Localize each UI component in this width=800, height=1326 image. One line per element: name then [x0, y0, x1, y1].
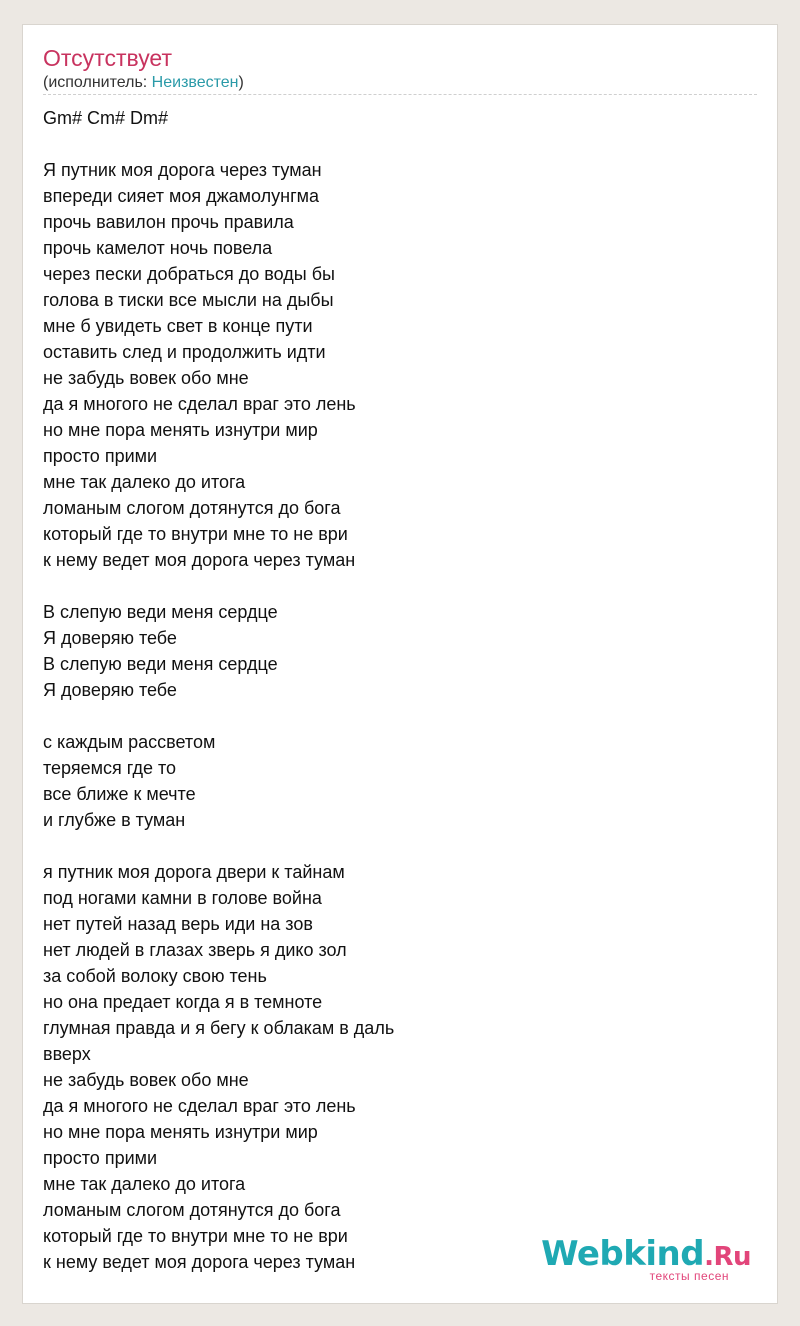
lyric-line: который где то внутри мне то не ври [43, 1226, 348, 1246]
lyric-line: но мне пора менять изнутри мир [43, 420, 318, 440]
lyric-line: мне б увидеть свет в конце пути [43, 316, 313, 336]
song-title: Отсутствует [43, 45, 172, 71]
lyric-line: я путник моя дорога двери к тайнам [43, 862, 345, 882]
lyric-line: за собой волоку свою тень [43, 966, 267, 986]
lyric-line: вверх [43, 1044, 91, 1064]
lyric-line: ломаным слогом дотянутся до бога [43, 498, 341, 518]
lyric-line: ломаным слогом дотянутся до бога [43, 1200, 341, 1220]
lyric-line: Я доверяю тебе [43, 628, 177, 648]
stanza-gap [43, 833, 753, 859]
lyrics-text [43, 105, 753, 1275]
lyric-line: к нему ведет моя дорога через туман [43, 1252, 356, 1272]
chords-line: Gm# Cm# Dm# [43, 108, 169, 128]
lyric-line: оставить след и продолжить идти [43, 342, 326, 362]
lyrics-page [22, 24, 778, 1304]
lyric-line: и глубже в туман [43, 810, 186, 830]
lyric-line: к нему ведет моя дорога через туман [43, 550, 356, 570]
lyric-line: да я многого не сделал враг это лень [43, 394, 356, 414]
artist-line [43, 73, 244, 93]
logo-tagline: тексты песен [649, 1269, 729, 1283]
lyric-line: В слепую веди меня сердце [43, 602, 278, 622]
logo-tld: .Ru [704, 1242, 751, 1272]
lyric-line: глумная правда и я бегу к облакам в даль [43, 1018, 395, 1038]
stanza-gap [43, 703, 753, 729]
lyric-line: все ближе к мечте [43, 784, 196, 804]
lyric-line: мне так далеко до итога [43, 472, 246, 492]
lyric-line: впереди сияет моя джамолунгма [43, 186, 320, 206]
lyric-line: мне так далеко до итога [43, 1174, 246, 1194]
lyric-line: теряемся где то [43, 758, 177, 778]
artist-link[interactable]: Неизвестен [151, 74, 239, 91]
lyric-line: В слепую веди меня сердце [43, 654, 278, 674]
lyric-line: под ногами камни в голове война [43, 888, 322, 908]
lyric-line: но она предает когда я в темноте [43, 992, 323, 1012]
lyric-line: с каждым рассветом [43, 732, 216, 752]
lyric-line: просто прими [43, 446, 158, 466]
header-divider [43, 94, 757, 95]
lyric-line: прочь камелот ночь повела [43, 238, 273, 258]
lyric-line: нет путей назад верь иди на зов [43, 914, 313, 934]
lyric-line: через пески добраться до воды бы [43, 264, 335, 284]
lyric-line: голова в тиски все мысли на дыбы [43, 290, 334, 310]
lyric-line: не забудь вовек обо мне [43, 1070, 249, 1090]
logo-name: Webkind [541, 1234, 705, 1274]
stanza-gap [43, 131, 753, 157]
webkind-logo[interactable] [541, 1234, 751, 1285]
lyric-line: который где то внутри мне то не ври [43, 524, 348, 544]
lyric-line: просто прими [43, 1148, 158, 1168]
artist-prefix: (исполнитель: [43, 74, 152, 91]
lyric-line: прочь вавилон прочь правила [43, 212, 294, 232]
artist-suffix: ) [238, 74, 244, 91]
lyric-line: но мне пора менять изнутри мир [43, 1122, 318, 1142]
stanza-gap [43, 573, 753, 599]
lyric-line: нет людей в глазах зверь я дико зол [43, 940, 347, 960]
lyric-line: да я многого не сделал враг это лень [43, 1096, 356, 1116]
lyric-line: Я путник моя дорога через туман [43, 160, 322, 180]
lyric-line: Я доверяю тебе [43, 680, 177, 700]
lyric-line: не забудь вовек обо мне [43, 368, 249, 388]
